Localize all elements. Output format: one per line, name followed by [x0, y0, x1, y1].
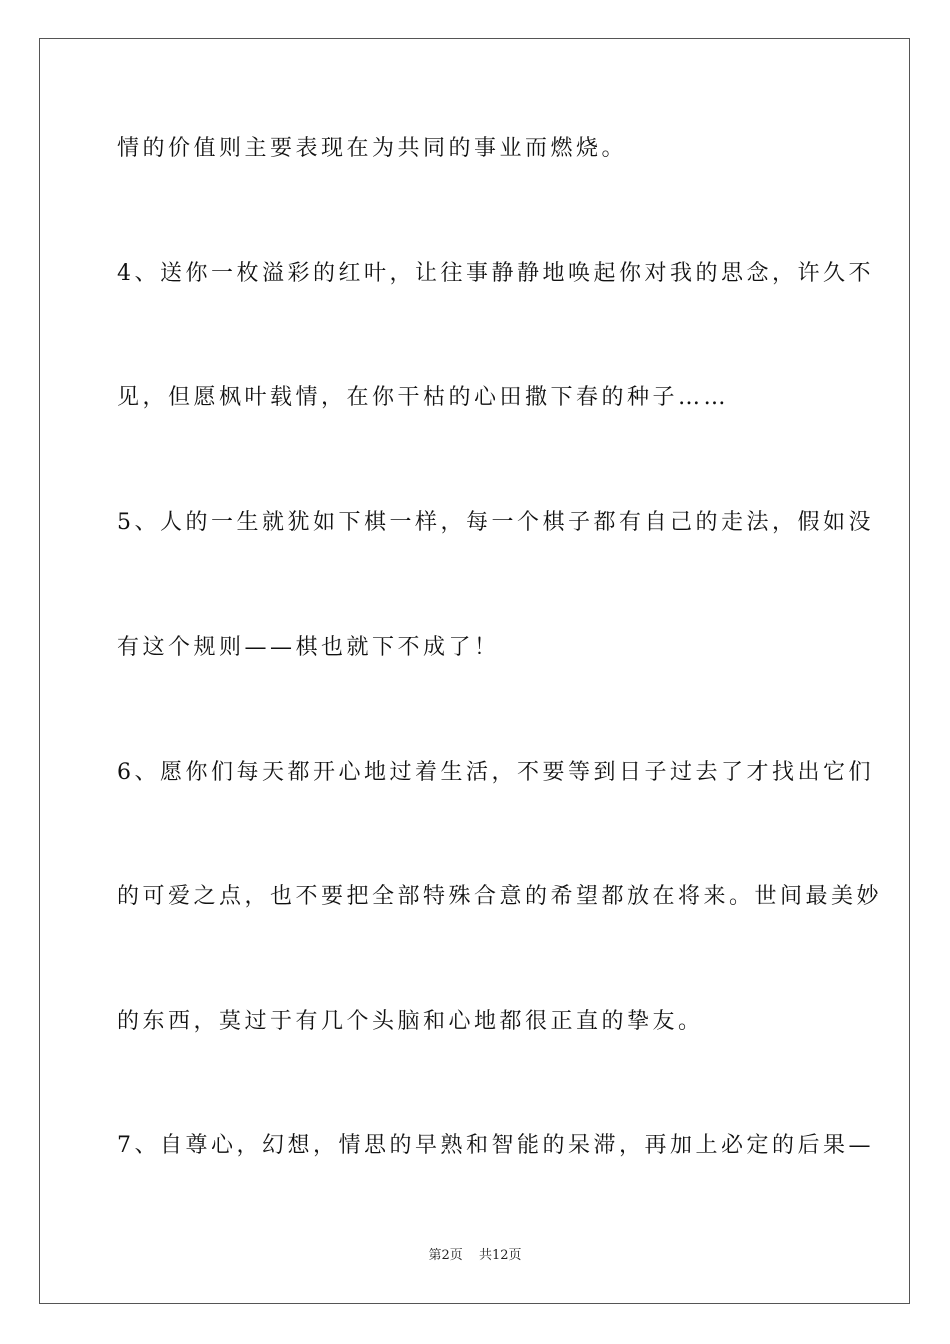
text-line: 4、送你一枚溢彩的红叶，让往事静静地唤起你对我的思念，许久不 [117, 261, 874, 286]
page-total: 共12页 [478, 1248, 522, 1263]
page-number: 第2页 [428, 1248, 463, 1263]
text-line: 有这个规则——棋也就下不成了！ [117, 635, 500, 660]
text-line: 见，但愿枫叶载情，在你干枯的心田撒下春的种子…… [117, 385, 730, 410]
text-line: 7、自尊心，幻想，情思的早熟和智能的呆滞，再加上必定的后果— [117, 1133, 874, 1158]
text-line: 的东西，莫过于有几个头脑和心地都很正直的挚友。 [117, 1009, 704, 1034]
text-line: 情的价值则主要表现在为共同的事业而燃烧。 [117, 136, 628, 161]
text-line: 的可爱之点，也不要把全部特殊合意的希望都放在将来。世间最美妙 [117, 884, 883, 909]
text-line: 5、人的一生就犹如下棋一样，每一个棋子都有自己的走法，假如没 [117, 510, 874, 535]
page-frame [39, 38, 910, 1304]
page-footer [0, 1247, 950, 1265]
text-line: 6、愿你们每天都开心地过着生活，不要等到日子过去了才找出它们 [117, 760, 874, 785]
